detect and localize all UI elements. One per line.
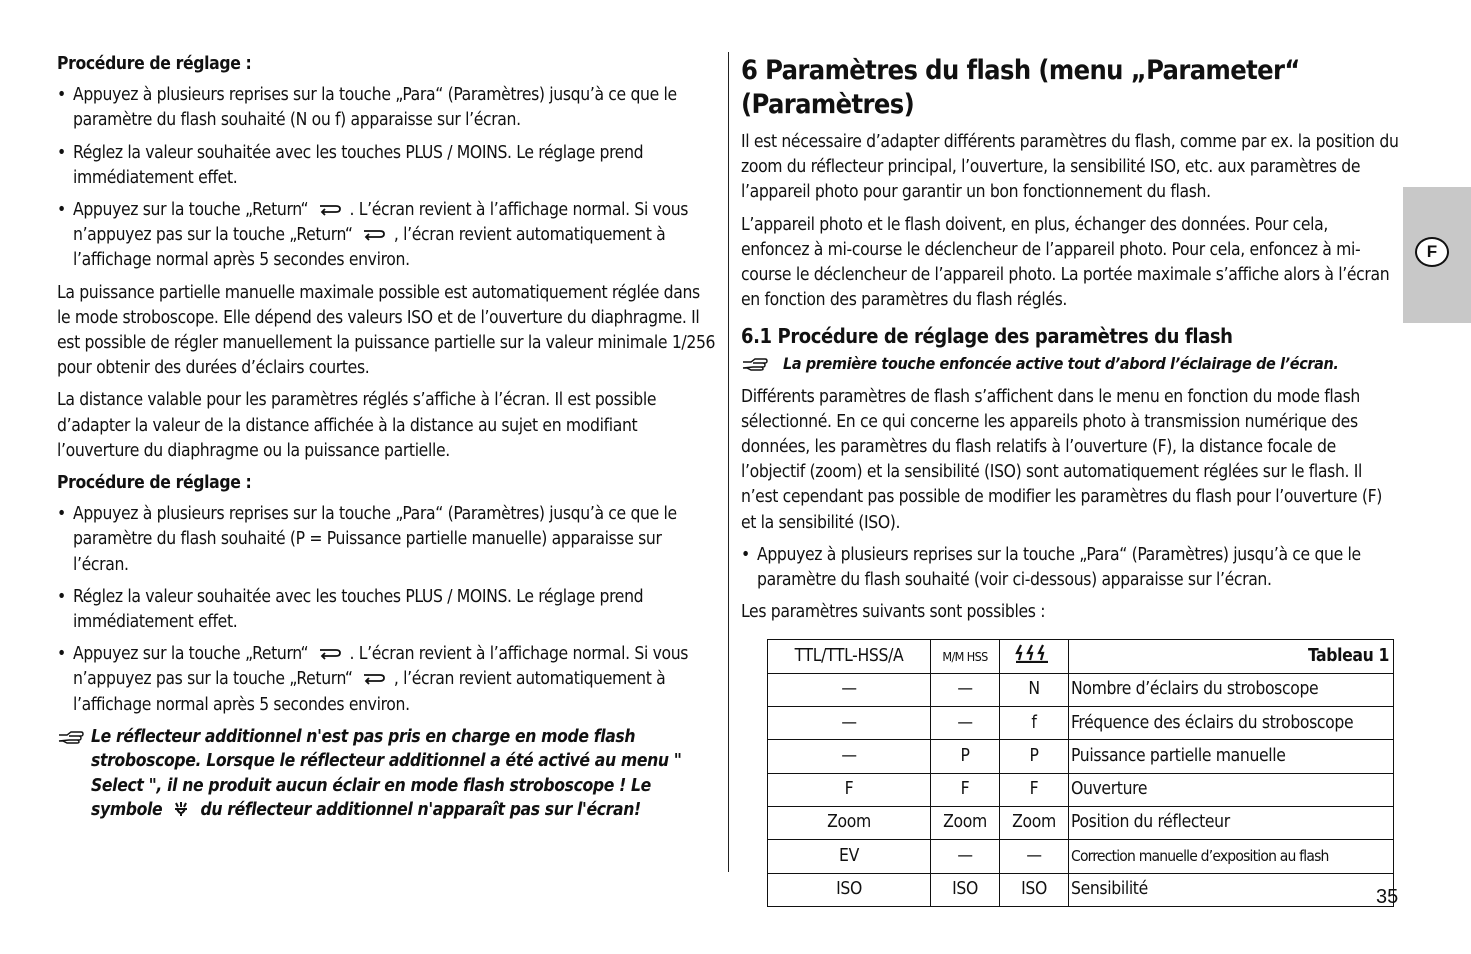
table-cell: Puissance partielle manuelle [1069, 740, 1394, 773]
list-item: • Réglez la valeur souhaitée avec les touches PLUS / MOINS. Le réglage prend immédiatement effet. [57, 585, 717, 635]
table-header-row [768, 640, 1394, 673]
bullet-list [741, 543, 1399, 593]
table-cell: Sensibilité [1069, 873, 1394, 906]
table-row [768, 840, 1394, 873]
bullet-list [57, 83, 717, 273]
list-item-text: , l’écran revient automatiquement à l’affichage normal après 5 secondes environ. [73, 225, 666, 271]
paragraph: Les paramètres suivants sont possibles : [741, 602, 1046, 623]
section-title: 6.1 Procédure de réglage des paramètres du flash [741, 324, 1233, 349]
paragraph: L’appareil photo et le flash doivent, en plus, échanger des données. Pour cela, enfoncez à mi-course le déclencheur de l’appareil photo. Pour cela, enfoncez à mi-course le déclencheur de l’appareil photo. La portée maximale s’affiche alors à l’écran en fonction des paramètres du flash réglés. [741, 214, 1390, 311]
list-item: • Appuyez à plusieurs reprises sur la touche „Para“ (Paramètres) jusqu’à ce que le paramètre du flash souhaité (voir ci-dessous) apparaisse sur l’écran. [741, 543, 1399, 593]
hint-note [741, 351, 1399, 376]
table-cell: Position du réflecteur [1069, 806, 1394, 839]
table-cell: — [931, 840, 1000, 873]
table-row [768, 873, 1394, 906]
language-tab-label: F [1415, 237, 1449, 267]
pointing-hand-icon [741, 356, 769, 372]
paragraph: La puissance partielle manuelle maximale possible est automatiquement réglée dans le mode stroboscope. Elle dépend des valeurs ISO et de l’ouverture du diaphragme. Il est possible de régler manuellement la puissance partielle sur la valeur minimale 1/256 pour obtenir des durées d’éclairs courtes. [57, 282, 716, 379]
list-item-text: , l’écran revient automatiquement à l’affichage normal après 5 secondes environ. [73, 669, 666, 715]
table-row [768, 773, 1394, 806]
table-header-cell: Tableau 1 [1069, 640, 1394, 673]
table-cell: P [931, 740, 1000, 773]
table-row [768, 707, 1394, 740]
table-cell: Correction manuelle d’exposition au flash [1069, 840, 1394, 873]
table-row [768, 740, 1394, 773]
parameters-table [767, 639, 1394, 906]
table-cell: Fréquence des éclairs du stroboscope [1069, 707, 1394, 740]
table-cell: F [768, 773, 931, 806]
left-column [57, 52, 717, 823]
table-cell: Zoom [1000, 806, 1069, 839]
list-item: • Réglez la valeur souhaitée avec les touches PLUS / MOINS. Le réglage prend immédiatement effet. [57, 141, 717, 191]
stroboscope-icon [1014, 643, 1054, 663]
return-icon [360, 670, 386, 686]
table-cell: — [768, 740, 931, 773]
table-cell: F [1000, 773, 1069, 806]
list-item-text: . L’écran revient à l’affichage normal. Si vous n’appuyez pas sur la touche „Return“ [73, 644, 689, 690]
table-cell: Zoom [931, 806, 1000, 839]
table-cell: P [1000, 740, 1069, 773]
paragraph: Il est nécessaire d’adapter différents paramètres du flash, comme par ex. la position du zoom du réflecteur principal, l’ouverture, la sensibilité ISO, etc. aux paramètres de l’appareil photo pour garantir un bon fonctionnement du flash. [741, 132, 1399, 203]
table-cell: ISO [1000, 873, 1069, 906]
table-cell: — [1000, 840, 1069, 873]
paragraph: La distance valable pour les paramètres réglés s’affiche à l’écran. Il est possible d’adapter la valeur de la distance affichée à la distance au sujet en modifiant l’ouverture du diaphragme ou la puissance partielle. [57, 390, 657, 461]
language-tab [1403, 187, 1471, 323]
table-cell: — [768, 707, 931, 740]
list-item: • Appuyez à plusieurs reprises sur la touche „Para“ (Paramètres) jusqu’à ce que le paramètre du flash souhaité (N ou f) apparaisse sur l’écran. [57, 83, 717, 133]
list-item [57, 198, 717, 274]
warning-note [57, 725, 717, 823]
pointing-hand-icon [57, 729, 85, 745]
page-number: 35 [1376, 886, 1399, 908]
table-row [768, 673, 1394, 706]
hint-text: La première touche enfoncée active tout d’abord l’éclairage de l’écran. [783, 354, 1339, 374]
table-cell: Ouverture [1069, 773, 1394, 806]
table-cell: — [931, 673, 1000, 706]
list-item-text: Appuyez sur la touche „Return“ [73, 644, 309, 665]
bullet-list [57, 502, 717, 718]
return-icon [316, 201, 342, 217]
table-cell: F [931, 773, 1000, 806]
column-divider [728, 52, 729, 872]
paragraph: Différents paramètres de flash s’affichent dans le menu en fonction du mode flash sélectionné. En ce qui concerne les appareils photo à transmission numérique des données, les paramètres du flash relatifs à l’ouverture (F), la distance focale de l’objectif (zoom) et la sensibilité (ISO) sont automatiquement réglées sur le flash. Il n’est cependant pas possible de modifier les paramètres du flash pour l’ouverture (F) et la sensibilité (ISO). [741, 386, 1383, 533]
return-icon [316, 645, 342, 661]
note-text: du réflecteur additionnel n'apparaît pas sur l'écran! [200, 800, 641, 821]
additional-reflector-icon [173, 801, 189, 817]
list-item: • Appuyez à plusieurs reprises sur la touche „Para“ (Paramètres) jusqu’à ce que le paramètre du flash souhaité (P = Puissance partielle manuelle) apparaisse sur l’écran. [57, 502, 717, 578]
table-cell: N [1000, 673, 1069, 706]
list-item-text: Appuyez sur la touche „Return“ [73, 200, 309, 221]
table-cell: EV [768, 840, 931, 873]
table-cell: ISO [931, 873, 1000, 906]
table-cell: Nombre d’éclairs du stroboscope [1069, 673, 1394, 706]
right-column [741, 52, 1399, 907]
page-title: 6 Paramètres du flash (menu „Parameter“ (Paramètres) [741, 55, 1300, 120]
table-cell: ISO [768, 873, 931, 906]
return-icon [360, 226, 386, 242]
note-text: Le réflecteur additionnel n'est pas pris en charge en mode flash stroboscope. Lorsque le réflecteur additionnel a été activé au menu " Select ", il ne produit aucun éclair en mode flash stroboscope ! Le symbole [91, 726, 682, 821]
section-heading: Procédure de réglage : [57, 473, 252, 494]
table-cell: — [768, 673, 931, 706]
table-cell: f [1000, 707, 1069, 740]
section-heading: Procédure de réglage : [57, 54, 252, 74]
table-header-cell [1000, 640, 1069, 673]
list-item [57, 642, 717, 718]
table-header-cell: M/M HSS [931, 640, 1000, 673]
table-cell: — [931, 707, 1000, 740]
table-row [768, 806, 1394, 839]
table-cell: Zoom [768, 806, 931, 839]
table-header-cell: TTL/TTL-HSS/A [768, 640, 931, 673]
list-item-text: . L’écran revient à l’affichage normal. Si vous n’appuyez pas sur la touche „Return“ [73, 200, 689, 246]
